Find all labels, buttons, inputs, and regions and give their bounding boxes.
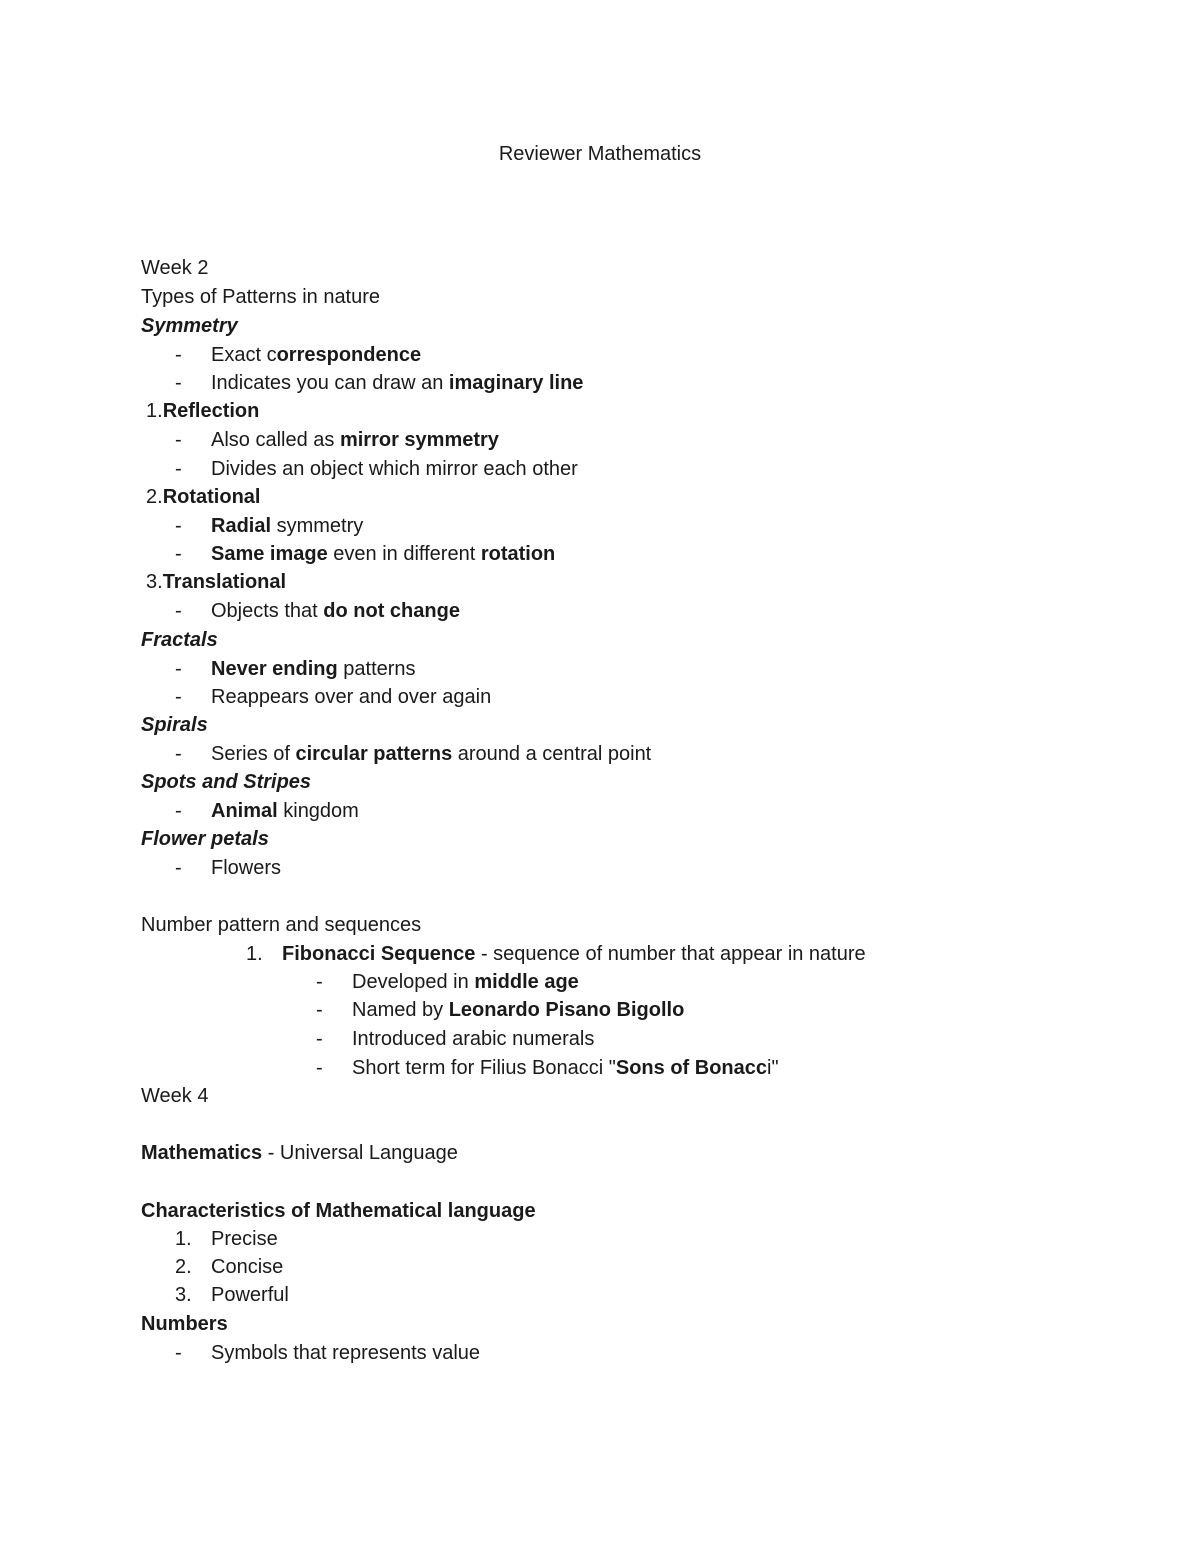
bullet-dash: - — [316, 971, 323, 993]
number-pattern-heading: Number pattern and sequences — [141, 914, 422, 936]
list-item: Reappears over and over again — [211, 686, 492, 708]
list-item: Introduced arabic numerals — [352, 1028, 595, 1050]
bullet-dash: - — [175, 1342, 182, 1364]
bullet-dash: - — [316, 1057, 323, 1079]
list-item: Objects that do not change — [211, 600, 460, 622]
list-item: Animal kingdom — [211, 800, 359, 822]
list-item: Radial symmetry — [211, 515, 364, 537]
bullet-dash: - — [175, 800, 182, 822]
fibonacci-item: Fibonacci Sequence - sequence of number that appear in nature — [282, 943, 866, 965]
bullet-dash: - — [175, 515, 182, 537]
list-item-num: 1. — [175, 1228, 192, 1250]
bullet-dash: - — [316, 1028, 323, 1050]
mathematics-line: Mathematics - Universal Language — [141, 1142, 458, 1164]
bullet-dash: - — [316, 999, 323, 1021]
rotational-item: 2.Rotational — [146, 486, 261, 508]
bullet-dash: - — [175, 543, 182, 565]
week-4-label: Week 4 — [141, 1085, 209, 1107]
bullet-dash: - — [175, 372, 182, 394]
list-item: Developed in middle age — [352, 971, 579, 993]
fibonacci-num: 1. — [246, 943, 263, 965]
bullet-dash: - — [175, 344, 182, 366]
list-item: Concise — [211, 1256, 284, 1278]
list-item: Named by Leonardo Pisano Bigollo — [352, 999, 685, 1021]
bullet-dash: - — [175, 857, 182, 879]
list-item: Exact correspondence — [211, 344, 422, 366]
numbers-heading: Numbers — [141, 1313, 228, 1335]
list-item: Precise — [211, 1228, 278, 1250]
list-item: Series of circular patterns around a central point — [211, 743, 652, 765]
list-item: Divides an object which mirror each other — [211, 458, 578, 480]
bullet-dash: - — [175, 429, 182, 451]
list-item: Symbols that represents value — [211, 1342, 481, 1364]
list-item-num: 2. — [175, 1256, 192, 1278]
flower-heading: Flower petals — [141, 828, 269, 850]
types-heading: Types of Patterns in nature — [141, 286, 381, 308]
list-item: Indicates you can draw an imaginary line — [211, 372, 584, 394]
characteristics-heading: Characteristics of Mathematical language — [141, 1200, 536, 1222]
spirals-heading: Spirals — [141, 714, 208, 736]
bullet-dash: - — [175, 686, 182, 708]
bullet-dash: - — [175, 458, 182, 480]
list-item: Powerful — [211, 1284, 289, 1306]
list-item-num: 3. — [175, 1284, 192, 1306]
week-2-label: Week 2 — [141, 257, 209, 279]
list-item: Also called as mirror symmetry — [211, 429, 499, 451]
document-title: Reviewer Mathematics — [498, 143, 702, 165]
bullet-dash: - — [175, 600, 182, 622]
translational-item: 3.Translational — [146, 571, 287, 593]
fractals-heading: Fractals — [141, 629, 218, 651]
list-item: Short term for Filius Bonacci "Sons of Bonacci" — [352, 1057, 779, 1079]
bullet-dash: - — [175, 743, 182, 765]
symmetry-heading: Symmetry — [141, 315, 238, 337]
reflection-item: 1.Reflection — [146, 400, 260, 422]
list-item: Same image even in different rotation — [211, 543, 556, 565]
list-item: Flowers — [211, 857, 282, 879]
spots-heading: Spots and Stripes — [141, 771, 312, 793]
bullet-dash: - — [175, 658, 182, 680]
list-item: Never ending patterns — [211, 658, 416, 680]
